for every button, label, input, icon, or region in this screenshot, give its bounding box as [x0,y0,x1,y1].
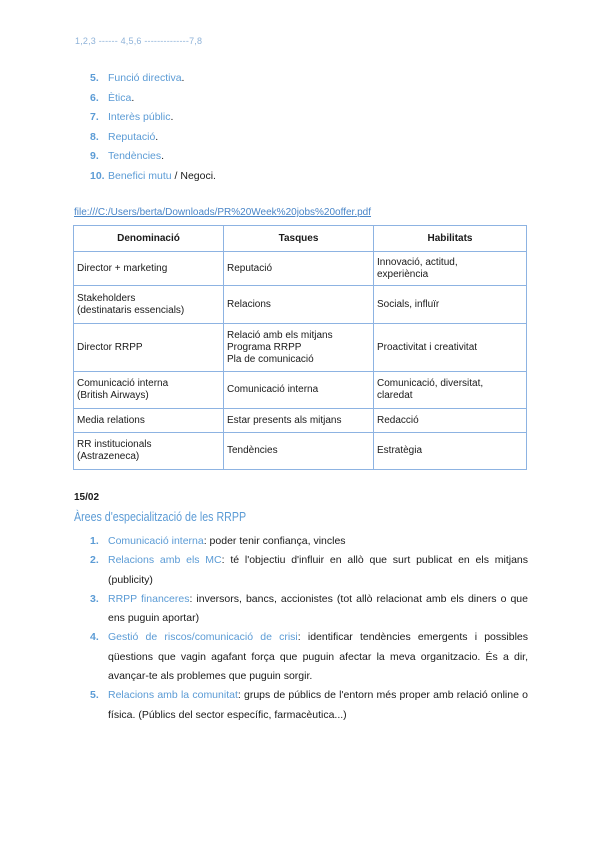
cell-line: Relacions [227,298,271,310]
table-header-row [74,226,527,252]
table-cell [374,433,527,470]
table-cell [224,286,374,324]
cell-line: Director RRPP [77,341,143,353]
table-cell [224,433,374,470]
date-label: 15/02 [74,492,100,503]
area-description: : té l'objectiu d'influir en allò que surt publicat en els mitjans (publicity) [108,554,528,586]
list-tail: . [131,91,135,104]
list-number: 10. [90,169,105,182]
table-row [74,252,527,286]
specialization-list [90,532,528,725]
cell-line: experiència [377,268,429,280]
list-number: 3. [90,592,99,605]
list-number: 7. [90,111,99,123]
area-title: Comunicació interna [108,535,204,547]
table-cell [224,409,374,433]
table-row [74,409,527,433]
cell-line: Tendències [227,445,278,456]
list-tail: . [170,111,174,123]
table-row [74,433,527,470]
cell-line: claredat [377,390,413,401]
list-item [90,169,216,189]
list-item [90,628,528,686]
table-cell [374,372,527,409]
list-text: Reputació [108,130,156,143]
list-number: 8. [90,130,99,143]
cell-line: Pla de comunicació [227,353,314,365]
cell-line: Media relations [77,414,145,426]
cell-line: Comunicació interna [227,384,319,395]
roles-table [73,225,527,470]
cell-line: Proactivitat i creativitat [377,341,478,353]
list-number: 5. [90,689,99,702]
cell-line: Comunicació, diversitat, [377,378,484,389]
list-number: 5. [90,72,99,84]
cell-line: Redacció [377,414,419,426]
list-item [90,71,216,91]
table-cell [74,252,224,286]
area-description: : grups de públics de l'entorn més proper amb relació online o física. (Públics del sector específic, farmacèutica...) [108,689,528,721]
table-cell [74,286,224,324]
cell-line: (destinataris essencials) [77,304,185,316]
concept-list [90,71,216,188]
table-cell [74,409,224,433]
list-number: 2. [90,554,99,567]
cell-line: Estratègia [377,445,423,456]
list-number: 6. [90,91,99,104]
cell-line: Comunicació interna [77,378,169,389]
table-cell [74,372,224,409]
list-tail: / Negoci. [171,169,216,182]
area-title: RRPP financeres [108,592,190,605]
area-description: : poder tenir confiança, vincles [203,535,346,547]
header-sequence: 1,2,3 ------ 4,5,6 --------------7,8 [75,36,203,46]
list-number: 1. [90,535,99,547]
cell-line: (British Airways) [77,390,149,401]
cell-line: (Astrazeneca) [77,451,140,462]
list-tail: . [155,130,159,143]
list-text: Ètica [108,91,132,104]
list-item [90,149,216,169]
cell-line: Reputació [227,262,273,274]
column-header-habilitats: Habilitats [374,226,527,252]
table-cell [374,286,527,324]
table-cell [74,324,224,372]
cell-line: Stakeholders [77,292,136,304]
list-text: Interès públic [108,111,171,123]
table-row [74,372,527,409]
file-link[interactable]: file:///C:/Users/berta/Downloads/PR%20Week%20jobs%20offer.pdf [74,207,372,218]
table-cell [224,252,374,286]
list-tail: . [161,150,165,162]
list-item [90,686,528,725]
cell-line: Programa RRPP [227,341,302,353]
area-title: Relacions amb els MC [108,554,222,567]
column-header-tasques: Tasques [224,226,374,252]
area-description: : identificar tendències emergents i possibles qüestions que vagin agafant força que puguin afectar la meva organitzacio. És a dir, avançar-te als problemes que puguin sorgir. [108,631,528,683]
cell-line: Socials, influïr [377,298,440,310]
list-number: 4. [90,631,99,644]
table-cell [224,324,374,372]
list-text: Benefici mutu [108,169,172,182]
table-cell [374,324,527,372]
list-number: 9. [90,150,99,162]
list-item [90,91,216,111]
cell-line: Relació amb els mitjans [227,329,333,341]
table-cell [74,433,224,470]
cell-line: Director + marketing [77,262,168,274]
list-item [90,130,216,150]
cell-line: Estar presents als mitjans [227,414,342,426]
list-item [90,551,528,590]
area-title: Relacions amb la comunitat [108,689,238,702]
table-cell [224,372,374,409]
cell-line: RR institucionals [77,439,152,450]
list-item [90,110,216,130]
column-header-denominacio: Denominació [74,226,224,252]
list-text: Tendències [108,150,162,162]
cell-line: Innovació, actitud, [377,256,458,268]
table-row [74,324,527,372]
table-cell [374,409,527,433]
list-tail: . [181,72,185,84]
list-item [90,590,528,629]
section-title: Àrees d'especialització de les RRPP [74,509,247,524]
list-item [90,532,528,551]
table-row [74,286,527,324]
area-description: : inversors, bancs, accionistes (tot allò relacionat amb els diners o que ens puguin aportar) [108,592,528,625]
table-cell [374,252,527,286]
list-text: Funció directiva [108,72,182,84]
area-title: Gestió de riscos/comunicació de crisi [108,631,298,644]
